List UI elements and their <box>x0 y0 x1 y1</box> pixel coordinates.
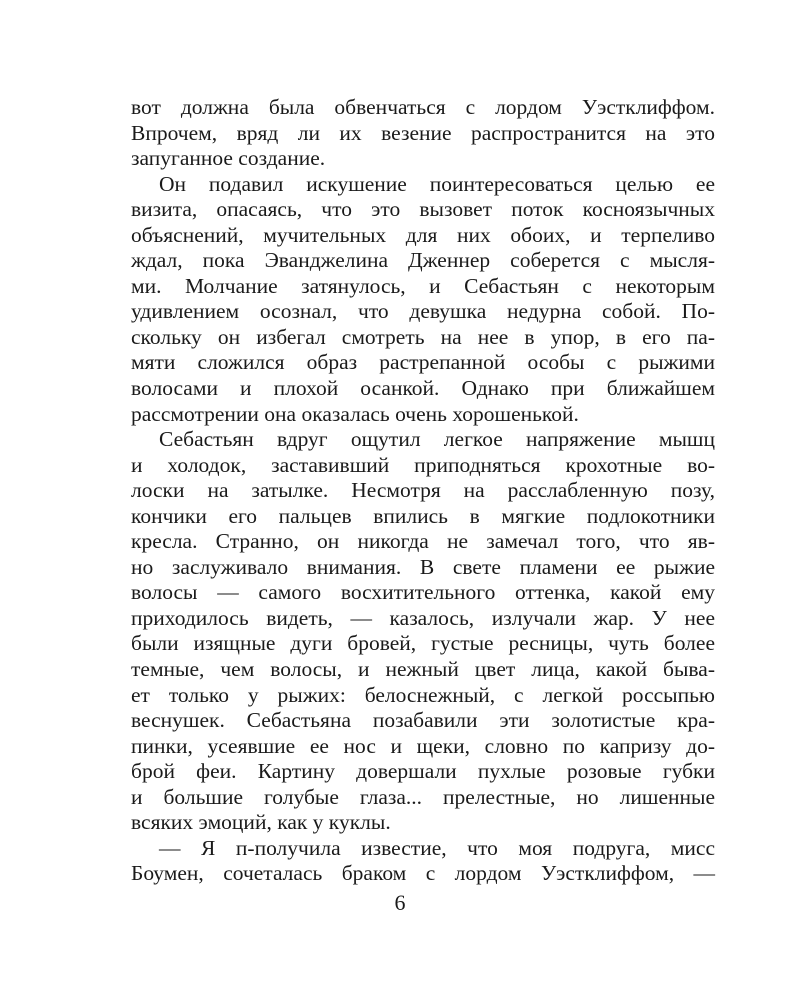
text-line: волосами и плохой осанкой. Однако при ближайшем <box>131 376 715 401</box>
paragraph <box>131 836 715 887</box>
text-line: приходилось видеть, — казалось, излучали жар. У нее <box>131 605 715 630</box>
text-line: Боумен, сочеталась браком с лордом Уэстклиффом, — <box>131 861 715 886</box>
body-text <box>131 95 715 887</box>
paragraph <box>131 427 715 836</box>
text-line: брой феи. Картину довершали пухлые розовые губки <box>131 759 715 784</box>
text-line: скольку он избегал смотреть на нее в упор, в его па- <box>131 324 715 349</box>
text-line: Впрочем, вряд ли их везение распространится на это <box>131 120 715 145</box>
text-line: и большие голубые глаза... прелестные, но лишенные <box>131 784 715 809</box>
text-line: визита, опасаясь, что это вызовет поток косноязычных <box>131 197 715 222</box>
text-line: ждал, пока Эванджелина Дженнер соберется с мысля- <box>131 248 715 273</box>
text-line: ет только у рыжих: белоснежный, с легкой россыпью <box>131 682 715 707</box>
text-line: были изящные дуги бровей, густые ресницы, чуть более <box>131 631 715 656</box>
paragraph <box>131 172 715 427</box>
text-line: но заслуживало внимания. В свете пламени ее рыжие <box>131 554 715 579</box>
text-line: удивлением осознал, что девушка недурна собой. По- <box>131 299 715 324</box>
text-line: объяснений, мучительных для них обоих, и терпеливо <box>131 222 715 247</box>
paragraph <box>131 95 715 172</box>
text-line: мяти сложился образ растрепанной особы с рыжими <box>131 350 715 375</box>
text-line: кончики его пальцев впились в мягкие подлокотники <box>131 503 715 528</box>
text-line: кресла. Странно, он никогда не замечал того, что яв- <box>131 529 715 554</box>
text-line: рассмотрении она оказалась очень хорошенькой. <box>131 401 579 426</box>
text-line: Он подавил искушение поинтересоваться целью ее <box>159 171 715 196</box>
text-line: всяких эмоций, как у куклы. <box>131 810 391 835</box>
text-line: запуганное создание. <box>131 146 326 171</box>
text-line: волосы — самого восхитительного оттенка, какой ему <box>131 580 715 605</box>
text-line: ми. Молчание затянулось, и Себастьян с некоторым <box>131 273 715 298</box>
text-line: лоски на затылке. Несмотря на расслабленную позу, <box>131 478 715 503</box>
text-line: темные, чем волосы, и нежный цвет лица, какой быва- <box>131 657 715 682</box>
text-line: Себастьян вдруг ощутил легкое напряжение мышц <box>159 427 715 452</box>
page-number: 6 <box>394 890 406 915</box>
text-line: веснушек. Себастьяна позабавили эти золотистые кра- <box>131 708 715 733</box>
text-line: — Я п-получила известие, что моя подруга, мисс <box>159 835 715 860</box>
text-line: вот должна была обвенчаться с лордом Уэстклиффом. <box>131 95 715 119</box>
text-line: пинки, усеявшие ее нос и щеки, словно по капризу до- <box>131 733 715 758</box>
text-line: и холодок, заставивший приподняться крохотные во- <box>131 452 715 477</box>
